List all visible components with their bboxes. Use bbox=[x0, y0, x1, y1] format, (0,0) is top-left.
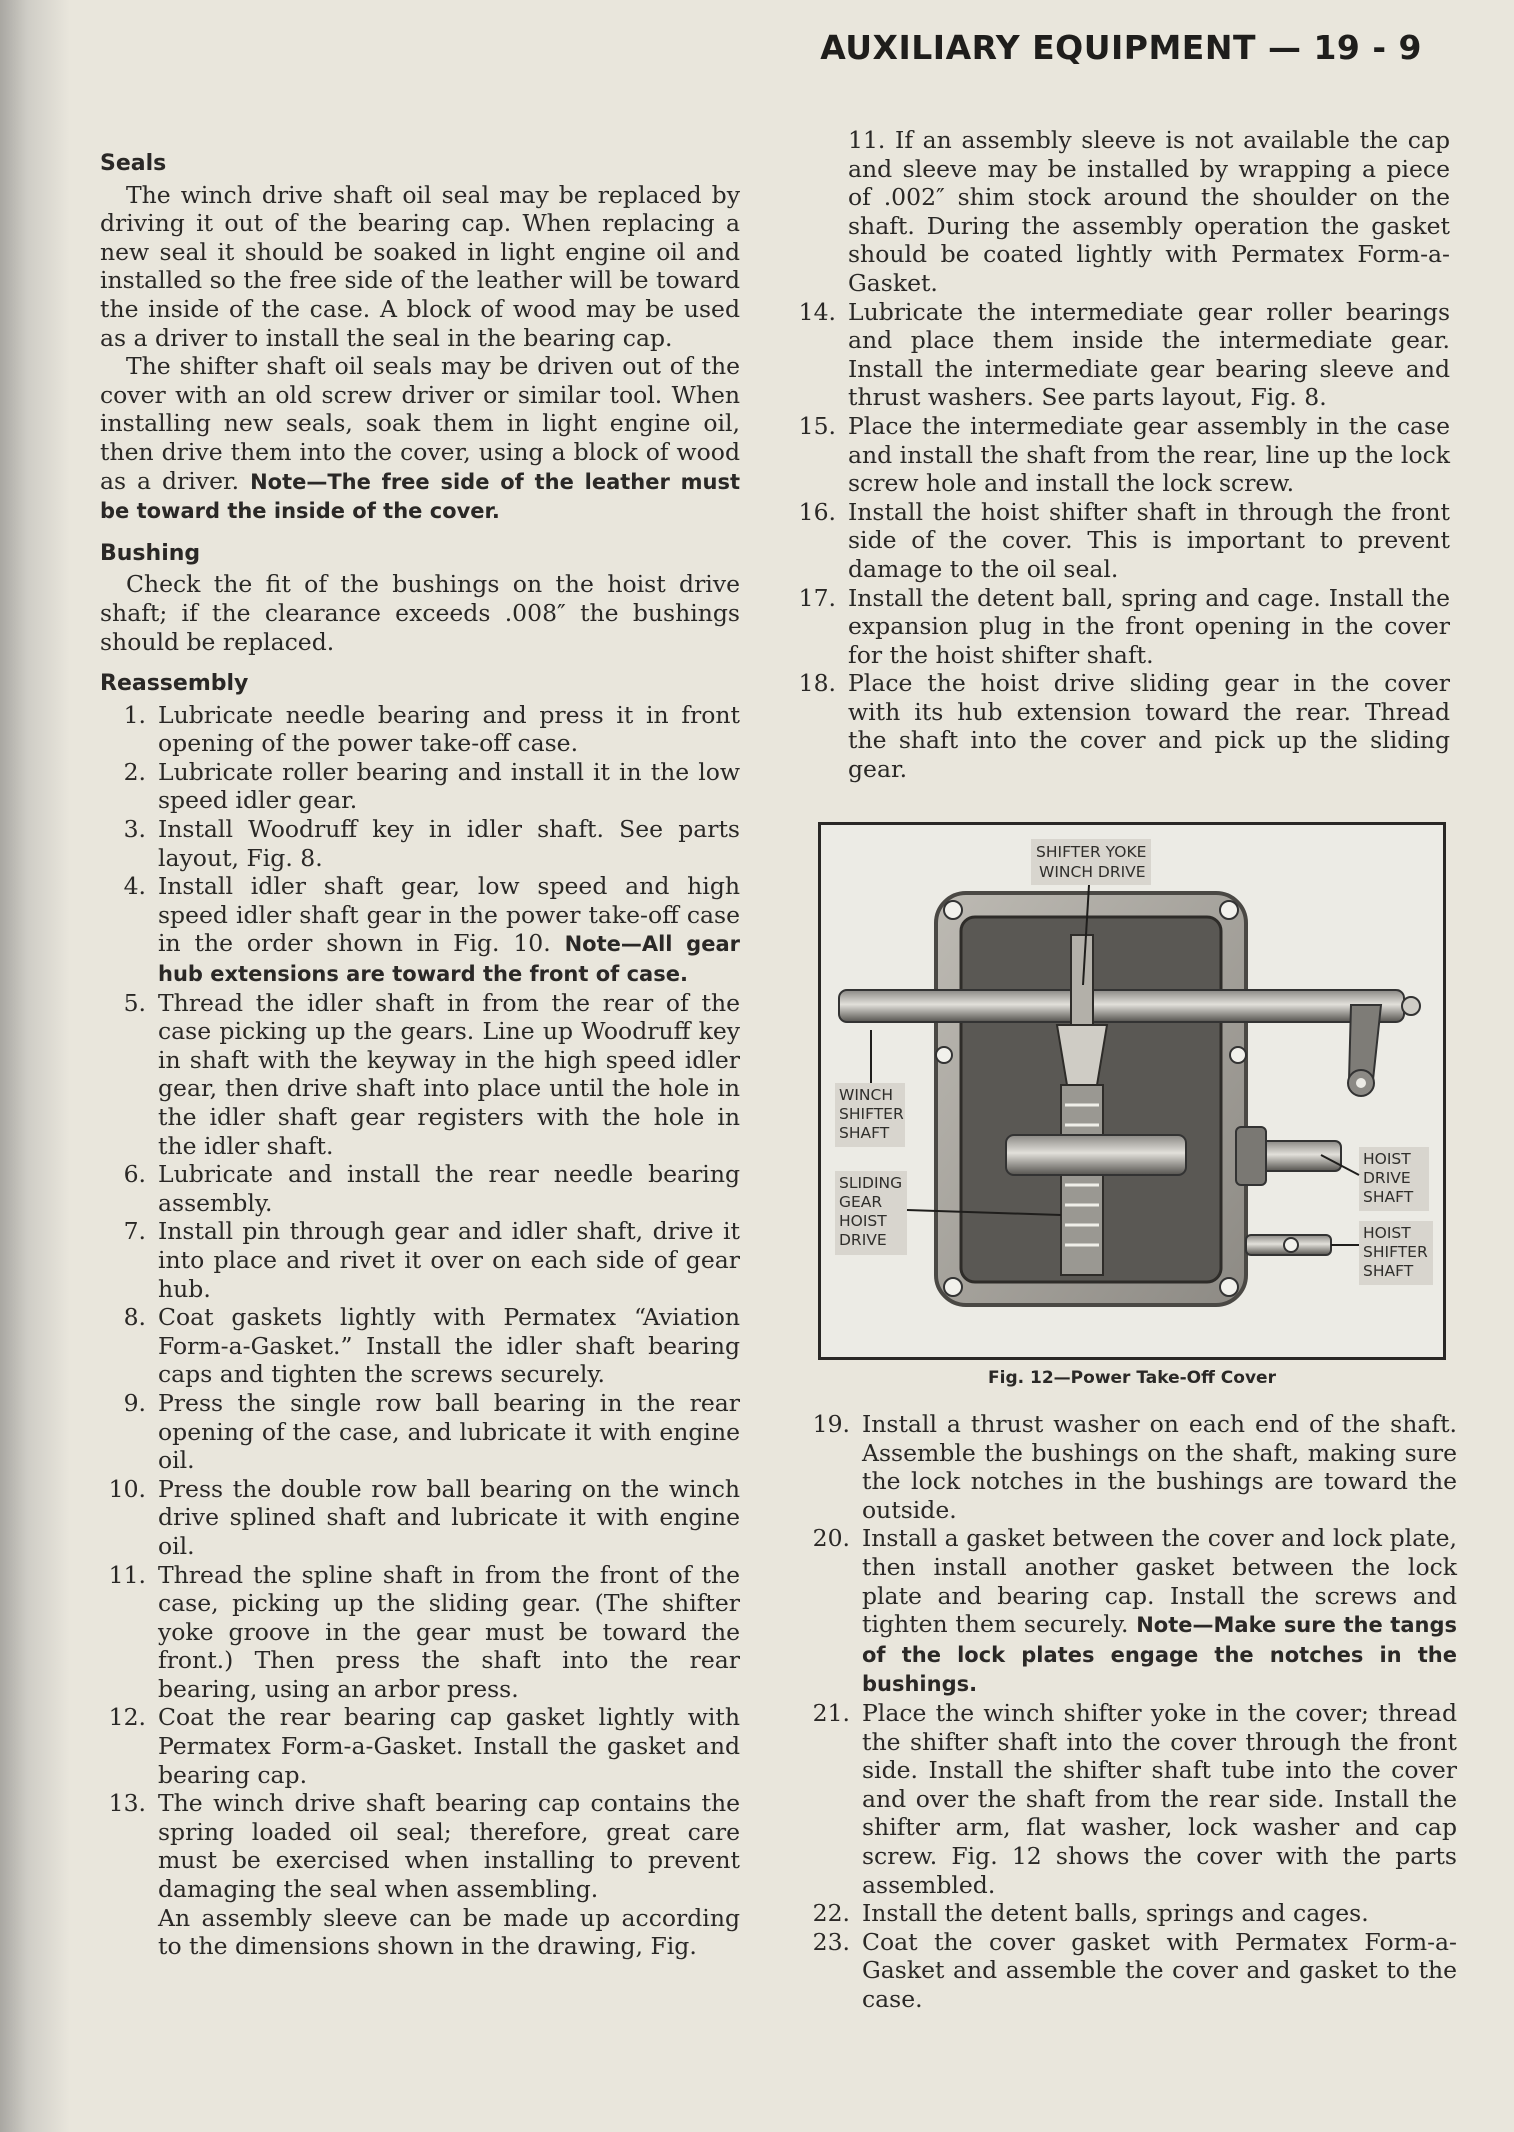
item-text bbox=[158, 1217, 740, 1303]
label-hoist-shifter: HOIST bbox=[1363, 1224, 1411, 1242]
label-shaft-r2: SHAFT bbox=[1363, 1262, 1414, 1280]
item-number: 6. bbox=[123, 1160, 146, 1189]
list-item bbox=[100, 1389, 740, 1475]
item-text-body: Coat gaskets lightly with Permatex “Aviation Form-a-Gasket.” Install the idler shaft bearing caps and tighten the screws securely. bbox=[158, 1303, 740, 1389]
item-text bbox=[158, 1789, 740, 1903]
item-text-body: Install a gasket between the cover and lock plate, then install another gasket between the lock plate and bearing cap. Install the screws and tighten them securely. bbox=[862, 1524, 1457, 1639]
item-number: 13. bbox=[108, 1789, 146, 1818]
item-number: 18. bbox=[798, 669, 836, 698]
item-text bbox=[862, 1524, 1457, 1699]
item-number: 9. bbox=[123, 1388, 146, 1417]
label-sliding: SLIDING bbox=[839, 1174, 903, 1192]
item-number: 14. bbox=[798, 297, 836, 326]
seals-paragraph-2 bbox=[100, 352, 740, 526]
item-number: 3. bbox=[123, 815, 146, 844]
reassembly-list-bottom bbox=[812, 1410, 1457, 2013]
seals-heading: Seals bbox=[100, 151, 167, 176]
item-text-body: Install the hoist shifter shaft in through the front side of the cover. This is important to prevent damage to the oil seal. bbox=[848, 497, 1450, 583]
item-text-body: Lubricate needle bearing and press it in front opening of the power take-off case. bbox=[158, 700, 740, 758]
reassembly-heading: Reassembly bbox=[100, 671, 249, 697]
left-column bbox=[100, 142, 740, 1961]
item-text-body: Place the winch shifter yoke in the cover; thread the shifter shaft into the cover through the front side. Install the shifter shaft tube into the cover and over the shaft from the rear side. Install the shifter arm, flat washer, lock washer and cap screw. Fig. 12 shows the cover with the parts assembled. bbox=[862, 1698, 1457, 1899]
reassembly-list-left bbox=[100, 701, 740, 1904]
list-item bbox=[812, 1899, 1457, 1928]
item-text-body: Thread the spline shaft in from the front of the case, picking up the sliding gear. (The shifter yoke groove in the gear must be toward the front.) Then press the shaft into the rear bearing, using an arbor press. bbox=[158, 1560, 740, 1703]
figure-power-takeoff-cover bbox=[818, 822, 1446, 1360]
item-number: 1. bbox=[123, 700, 146, 729]
figure-caption: Fig. 12—Power Take-Off Cover bbox=[988, 1368, 1276, 1388]
list-item bbox=[100, 1561, 740, 1704]
list-item bbox=[100, 1303, 740, 1389]
item-text bbox=[848, 412, 1450, 498]
item-text bbox=[848, 298, 1450, 412]
item-text bbox=[862, 1410, 1457, 1524]
label-drive-r: DRIVE bbox=[1363, 1169, 1411, 1187]
item-text bbox=[848, 584, 1450, 670]
list-item bbox=[812, 1699, 1457, 1899]
item-number: 10. bbox=[108, 1474, 146, 1503]
item-number: 16. bbox=[798, 497, 836, 526]
item-text bbox=[158, 815, 740, 872]
item-number: 20. bbox=[812, 1524, 850, 1553]
item-text-body: Coat the rear bearing cap gasket lightly with Permatex Form-a-Gasket. Install the gasket and bearing cap. bbox=[158, 1703, 740, 1789]
list-item bbox=[798, 126, 1450, 298]
list-item bbox=[100, 1904, 740, 1961]
label-shifter-yoke: SHIFTER YOKE bbox=[1036, 843, 1147, 861]
item-text-body: Thread the idler shaft in from the rear of the case picking up the gears. Line up Woodruff key in shaft with the keyway in the high speed idler gear, then drive shaft into place until the hole in the idler shaft gear registers with the hole in the idler shaft. bbox=[158, 988, 740, 1160]
list-item bbox=[100, 1160, 740, 1217]
item-text bbox=[848, 669, 1450, 783]
item-text bbox=[158, 758, 740, 815]
item-text-body: Press the single row ball bearing in the rear opening of the case, and lubricate it with engine oil. bbox=[158, 1388, 740, 1475]
hoist-drive-shaft-inner bbox=[1006, 1135, 1186, 1175]
list-item bbox=[100, 1789, 740, 1903]
list-item bbox=[798, 669, 1450, 783]
item-number: 21. bbox=[812, 1698, 850, 1727]
label-hoist-r: HOIST bbox=[1363, 1150, 1411, 1168]
page-header: AUXILIARY EQUIPMENT — 19 - 9 bbox=[820, 28, 1422, 67]
bushing-paragraph: Check the fit of the bushings on the hoist drive shaft; if the clearance exceeds .008″ the bushings should be replaced. bbox=[100, 570, 740, 656]
item-text-body: Lubricate and install the rear needle bearing assembly. bbox=[158, 1160, 740, 1217]
list-item bbox=[100, 758, 740, 815]
item-text bbox=[158, 1160, 740, 1217]
item-number: 22. bbox=[812, 1899, 850, 1928]
item-number: 17. bbox=[798, 583, 836, 612]
item-text bbox=[862, 1899, 1457, 1928]
label-winch: WINCH bbox=[839, 1086, 893, 1104]
item-text-body: Install idler shaft gear, low speed and high speed idler shaft gear in the power take-off case in the order shown in Fig. 10. bbox=[158, 872, 740, 958]
item-number: 8. bbox=[123, 1303, 146, 1332]
item-text-body: Install a thrust washer on each end of the shaft. Assemble the bushings on the shaft, making sure the lock notches in the bushings are toward the outside. bbox=[862, 1410, 1457, 1524]
item-text-body: Install the detent ball, spring and cage. Install the expansion plug in the front opening in the cover for the hoist shifter shaft. bbox=[848, 583, 1450, 669]
item-text-body: Place the intermediate gear assembly in the case and install the shaft from the rear, line up the lock screw hole and install the lock screw. bbox=[848, 411, 1450, 498]
list-item bbox=[100, 872, 740, 988]
list-item bbox=[812, 1928, 1457, 2014]
item-text bbox=[862, 1699, 1457, 1899]
label-drive: DRIVE bbox=[839, 1231, 887, 1249]
page-binding-shadow bbox=[0, 0, 70, 2132]
item-number: 5. bbox=[123, 988, 146, 1017]
item-text-body: Install pin through gear and idler shaft, drive it into place and rivet it over on each side of gear hub. bbox=[158, 1217, 740, 1303]
item-text bbox=[158, 1303, 740, 1389]
list-item bbox=[100, 701, 740, 758]
item-note: Note—Make sure the tangs of the lock plates engage the notches in the bushings. bbox=[862, 1613, 1457, 1697]
reassembly-list-right bbox=[798, 298, 1450, 784]
item-text-body: Install the detent balls, springs and cages. bbox=[862, 1899, 1369, 1928]
item-text bbox=[158, 1475, 740, 1561]
item-number: 2. bbox=[123, 757, 146, 786]
item-text-body: Press the double row ball bearing on the winch drive splined shaft and lubricate it with engine oil. bbox=[158, 1474, 740, 1560]
cover-illustration bbox=[821, 825, 1443, 1357]
item-number: 12. bbox=[108, 1703, 146, 1732]
seals-paragraph-2-text: The shifter shaft oil seals may be driven out of the cover with an old screw driver or similar tool. When installing new seals, soak them in light engine oil, then drive them into the cover, using a block of wood as a driver. bbox=[100, 352, 740, 495]
item-number: 23. bbox=[812, 1927, 850, 1956]
list-item bbox=[798, 584, 1450, 670]
label-shifter-r: SHIFTER bbox=[1363, 1243, 1428, 1261]
item-13-continuation-right: 11. If an assembly sleeve is not available the cap and sleeve may be installed by wrapping a piece of .002″ shim stock around the shoulder on the shaft. During the assembly operation the gasket should be coated lightly with Permatex Form-a-Gasket. bbox=[848, 126, 1450, 297]
list-item bbox=[812, 1524, 1457, 1699]
item-text-body: Lubricate the intermediate gear roller bearings and place them inside the intermediate gear. Install the intermediate gear bearing sleeve and thrust washers. See parts layout, Fig. 8. bbox=[848, 297, 1450, 412]
label-gear: GEAR bbox=[839, 1193, 883, 1211]
item-text-body: Coat the cover gasket with Permatex Form-a-Gasket and assemble the cover and gasket to the case. bbox=[862, 1927, 1457, 2013]
list-item bbox=[100, 1217, 740, 1303]
list-item bbox=[100, 989, 740, 1161]
item-text bbox=[158, 701, 740, 758]
item-number: 4. bbox=[123, 872, 146, 901]
item-text-body: Place the hoist drive sliding gear in the cover with its hub extension toward the rear. Thread the shaft into the cover and pick up the sliding gear. bbox=[848, 669, 1450, 784]
list-item bbox=[100, 815, 740, 872]
item-text bbox=[158, 989, 740, 1161]
right-column-top bbox=[798, 126, 1450, 784]
list-item bbox=[100, 1475, 740, 1561]
seals-note: Note—The free side of the leather must be toward the inside of the cover. bbox=[100, 469, 740, 524]
bushing-heading: Bushing bbox=[100, 540, 201, 566]
list-item bbox=[100, 1703, 740, 1789]
list-item bbox=[798, 498, 1450, 584]
list-item bbox=[798, 412, 1450, 498]
list-item bbox=[798, 298, 1450, 412]
item-text bbox=[158, 1561, 740, 1704]
item-number: 15. bbox=[798, 411, 836, 440]
list-item bbox=[812, 1410, 1457, 1524]
item-13-continuation: An assembly sleeve can be made up according to the dimensions shown in the drawing, Fig. bbox=[158, 1903, 740, 1961]
sliding-gear bbox=[1061, 1085, 1103, 1275]
item-text bbox=[158, 872, 740, 988]
item-text bbox=[848, 498, 1450, 584]
item-text bbox=[158, 1703, 740, 1789]
item-text-body: Install Woodruff key in idler shaft. See parts layout, Fig. 8. bbox=[158, 815, 740, 872]
label-shifter: SHIFTER bbox=[839, 1105, 904, 1123]
label-winch-drive: WINCH DRIVE bbox=[1039, 863, 1146, 881]
item-text bbox=[862, 1928, 1457, 2014]
item-number: 11. bbox=[108, 1560, 146, 1589]
label-hoist: HOIST bbox=[839, 1212, 887, 1230]
item-text-body: Lubricate roller bearing and install it in the low speed idler gear. bbox=[158, 757, 740, 815]
item-number: 19. bbox=[812, 1410, 850, 1438]
label-shaft: SHAFT bbox=[839, 1124, 890, 1142]
item-number: 7. bbox=[123, 1217, 146, 1246]
right-column-bottom bbox=[812, 1410, 1457, 2013]
winch-shifter-shaft bbox=[839, 990, 1404, 1022]
item-text bbox=[158, 1389, 740, 1475]
seals-paragraph-1: The winch drive shaft oil seal may be replaced by driving it out of the bearing cap. When replacing a new seal it should be soaked in light engine oil and installed so the free side of the leather will be toward the inside of the case. A block of wood may be used as a driver to install the seal in the bearing cap. bbox=[100, 180, 740, 352]
label-shaft-r: SHAFT bbox=[1363, 1188, 1414, 1206]
item-note: Note—All gear hub extensions are toward the front of case. bbox=[158, 932, 740, 987]
item-text-body: The winch drive shaft bearing cap contains the spring loaded oil seal; therefore, great care must be exercised when installing to prevent damaging the seal when assembling. bbox=[158, 1789, 740, 1904]
